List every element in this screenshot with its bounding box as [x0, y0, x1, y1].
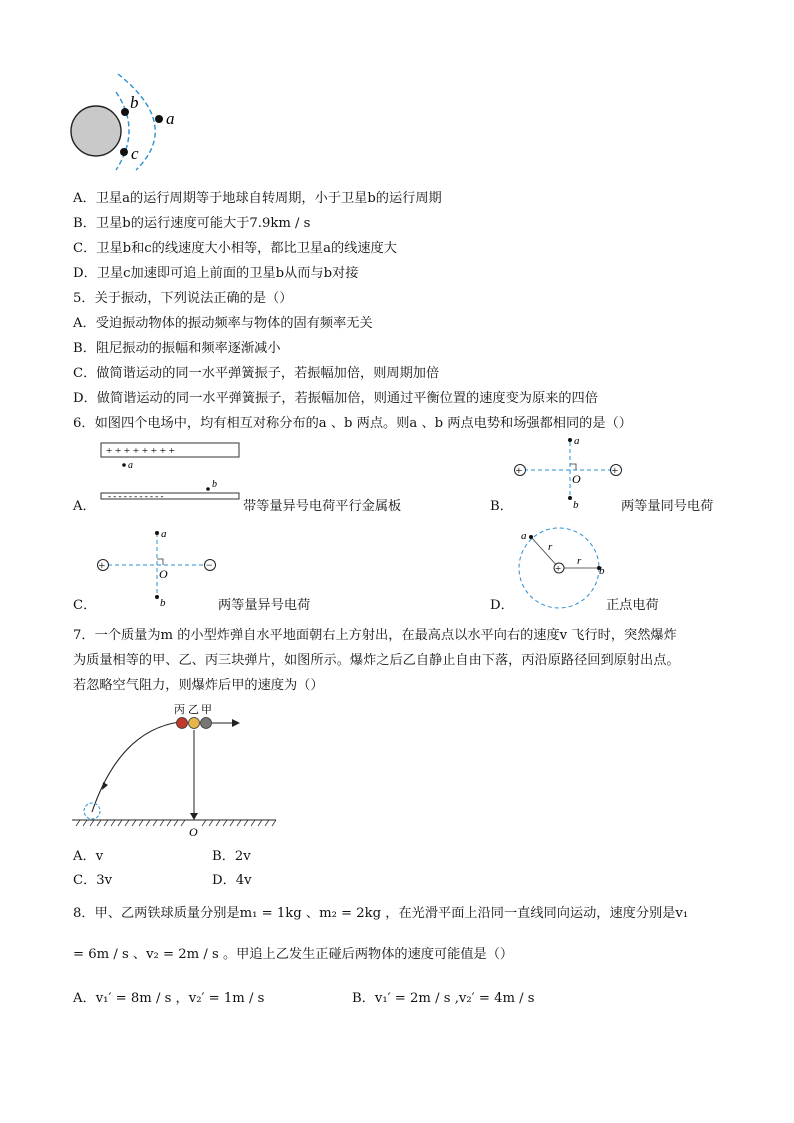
earth-circle — [71, 106, 121, 156]
label-c: c — [131, 144, 139, 163]
plus-sign: + — [98, 558, 106, 572]
label-bing: 丙 — [174, 704, 185, 716]
q5-option-a: A．受迫振动物体的振动频率与物体的固有频率无关 — [73, 316, 373, 331]
plus-sign: + — [555, 563, 562, 575]
q7-stem-line-2: 为质量相等的甲、乙、丙三块弹片，如图所示。爆炸之后乙自静止自由下落，丙沿原路径回到原射出点。 — [73, 653, 680, 668]
q6-optA-caption: 带等量异号电荷平行金属板 — [243, 499, 402, 514]
label-b: b — [599, 565, 605, 577]
q8-stem-line-1: 8．甲、乙两铁球质量分别是m₁ = 1kg 、m₂ = 2kg ，在光滑平面上沿同一直线同向运动，速度分别是v₁ — [73, 906, 689, 921]
label-O: O — [159, 567, 168, 581]
label-b: b — [212, 479, 217, 490]
right-plus-sign: + — [611, 463, 619, 477]
plus-row: + + + + + + + + — [106, 445, 175, 457]
velocity-arrow — [232, 719, 240, 727]
ground-hatch — [76, 820, 276, 826]
label-O: O — [189, 825, 198, 839]
satellite-orbit-figure — [62, 70, 192, 170]
q6-optC-letter: C． — [73, 598, 97, 613]
fall-arrow — [190, 813, 198, 820]
label-jia: 甲 — [201, 704, 212, 716]
q7-option-a: A．v — [73, 849, 104, 864]
right-angle-mark — [157, 559, 163, 565]
projectile-explosion-figure — [70, 700, 280, 840]
satellite-a-dot — [155, 115, 163, 123]
point-b-dot — [206, 487, 210, 491]
label-r-1: r — [548, 541, 553, 553]
q4-option-b: B．卫星b的运行速度可能大于7.9km / s — [73, 216, 311, 231]
q6-optC-caption: 两等量异号电荷 — [218, 598, 311, 613]
label-a: a — [166, 109, 175, 128]
q7-stem-line-1: 7．一个质量为m 的小型炸弹自水平地面朝右上方射出，在最高点以水平向右的速度v 飞行时，突然爆炸 — [73, 628, 677, 643]
point-a-dot — [529, 535, 533, 539]
point-a-dot — [122, 463, 126, 467]
label-yi: 乙 — [188, 704, 199, 716]
label-a: a — [574, 435, 580, 447]
q8-stem-line-2: = 6m / s 、v₂ = 2m / s 。甲追上乙发生正碰后两物体的速度可能值是（） — [73, 947, 514, 962]
label-a: a — [128, 460, 133, 471]
q7-option-c: C．3v — [73, 873, 113, 888]
minus-sign: − — [206, 558, 213, 572]
q6-optD-letter: D． — [490, 598, 514, 613]
point-b-dot — [568, 496, 572, 500]
q6-optB-caption: 两等量同号电荷 — [621, 499, 714, 514]
label-O: O — [572, 472, 581, 486]
q6-optB-letter: B． — [490, 499, 513, 514]
label-a: a — [521, 530, 527, 542]
left-plus-sign: + — [515, 463, 523, 477]
point-a-dot — [568, 438, 572, 442]
label-b: b — [160, 597, 166, 609]
label-b: b — [573, 499, 579, 511]
unlike-charges-figure — [94, 527, 224, 607]
q7-option-b: B．2v — [212, 849, 251, 864]
fragment-bing — [177, 718, 188, 729]
q5-option-b: B．阻尼振动的振幅和频率逐渐减小 — [73, 341, 281, 356]
q5-stem: 5．关于振动，下列说法正确的是（） — [73, 291, 293, 306]
trajectory-arrow — [102, 782, 108, 790]
q6-stem: 6．如图四个电场中，均有相互对称分布的a 、b 两点。则a 、b 两点电势和场强都相同的是（） — [73, 416, 632, 431]
q7-stem-line-3: 若忽略空气阻力，则爆炸后甲的速度为（） — [73, 678, 324, 693]
fragment-jia — [201, 718, 212, 729]
q4-option-a: A．卫星a的运行周期等于地球自转周期，小于卫星b的运行周期 — [73, 191, 442, 206]
parallel-plates-figure — [98, 440, 248, 500]
satellite-b-dot — [121, 108, 129, 116]
label-b: b — [130, 93, 139, 112]
label-a: a — [161, 528, 167, 540]
q5-option-d: D．做简谐运动的同一水平弹簧振子，若振幅加倍，则通过平衡位置的速度变为原来的四倍 — [73, 391, 598, 406]
q8-option-b: B．v₁′ = 2m / s ,v₂′ = 4m / s — [352, 991, 535, 1006]
point-a-dot — [155, 531, 159, 535]
right-angle-mark — [570, 464, 576, 470]
satellite-c-dot — [120, 148, 128, 156]
q4-option-d: D．卫星c加速即可追上前面的卫星b从而与b对接 — [73, 266, 359, 281]
fragment-yi — [189, 718, 200, 729]
q7-option-d: D．4v — [212, 873, 252, 888]
q8-option-a: A．v₁′ = 8m / s ，v₂′ = 1m / s — [73, 991, 265, 1006]
trajectory-curve — [92, 722, 180, 812]
point-charge-figure — [515, 527, 615, 617]
q6-optA-letter: A． — [73, 499, 96, 514]
point-b-dot — [155, 595, 159, 599]
q6-optD-caption: 正点电荷 — [606, 598, 659, 613]
q4-option-c: C．卫星b和c的线速度大小相等，都比卫星a的线速度大 — [73, 241, 397, 256]
q5-option-c: C．做简谐运动的同一水平弹簧振子，若振幅加倍，则周期加倍 — [73, 366, 440, 381]
minus-row: - - - - - - - - - - - — [108, 491, 164, 501]
label-r-2: r — [577, 555, 582, 567]
